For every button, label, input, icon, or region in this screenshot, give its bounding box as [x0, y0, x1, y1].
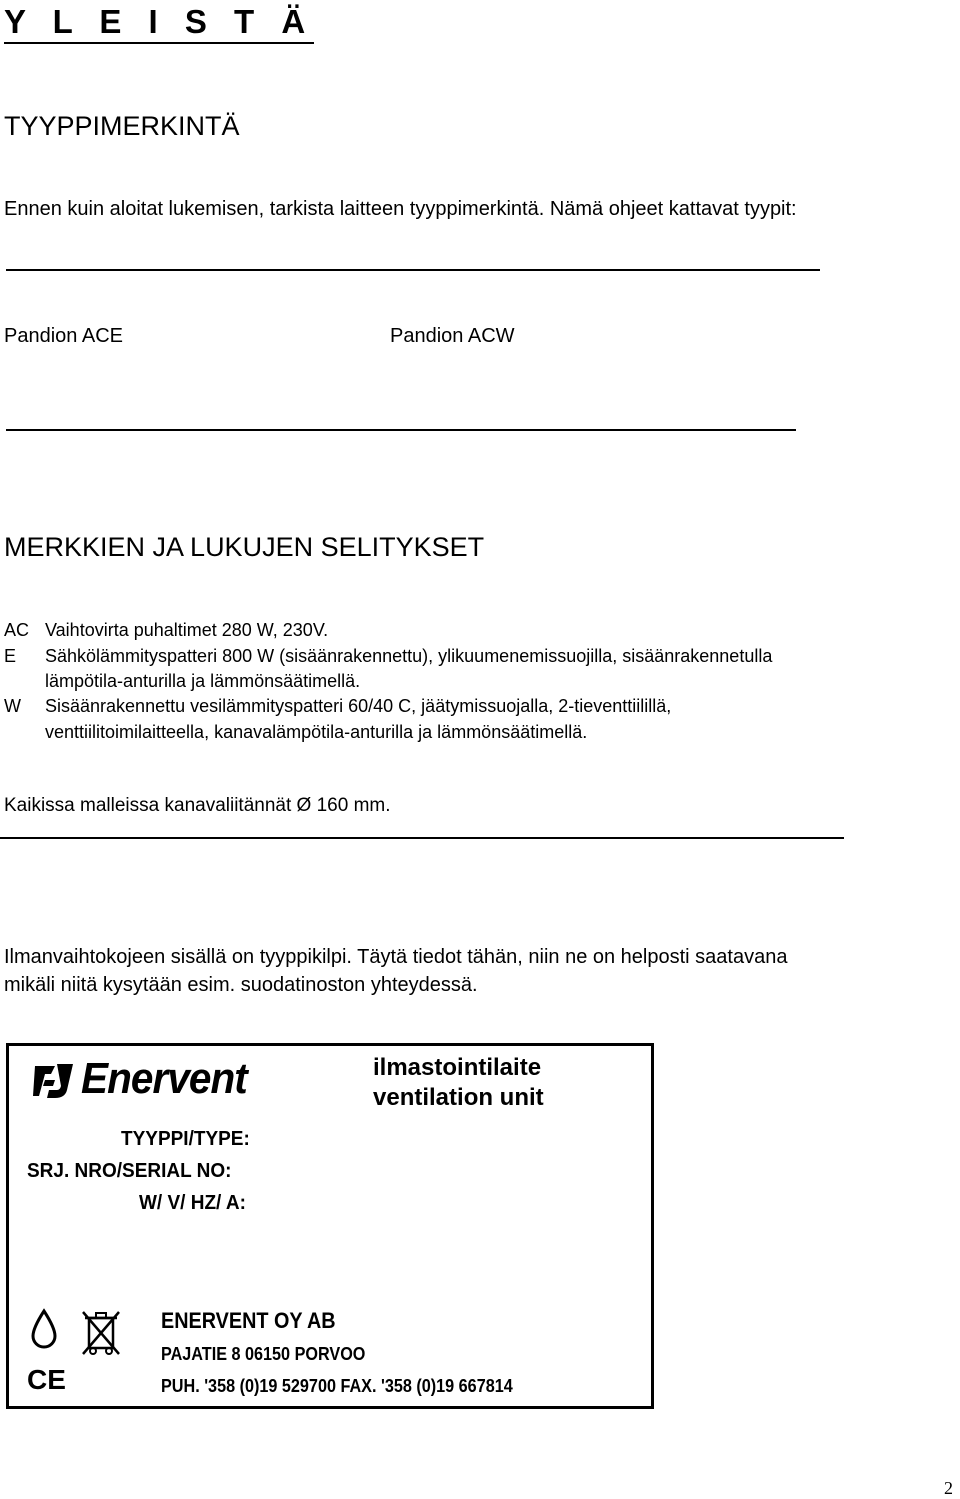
company-phone-fax: PUH. '358 (0)19 529700 FAX. '358 (0)19 667814 [161, 1376, 513, 1396]
definition-code-ac: AC [4, 620, 30, 640]
definition-text-w-line2: venttiilitoimilaitteella, kanavalämpötila-anturilla ja lämmönsäätimellä. [45, 722, 588, 742]
page-title: Y L E I S T Ä [4, 2, 314, 44]
divider-line [0, 837, 844, 839]
duct-note: Kaikissa malleissa kanavaliitännät Ø 160 mm. [4, 795, 391, 816]
definition-code-w: W [4, 696, 21, 716]
intro-text: Ennen kuin aloitat lukemisen, tarkista laitteen tyyppimerkintä. Nämä ohjeet kattavat tyypit: [4, 198, 797, 220]
definition-text-w-line1: Sisäänrakennettu vesilämmityspatteri 60/40 C, jäätymissuojalla, 2-tieventtiilillä, [45, 696, 672, 716]
definition-text-ac: Vaihtovirta puhaltimet 280 W, 230V. [45, 620, 329, 640]
section-heading-symbols: MERKKIEN JA LUKUJEN SELITYKSET [4, 532, 485, 562]
field-type: TYYPPI/TYPE: [121, 1128, 250, 1150]
brand-name: Enervent [81, 1054, 247, 1103]
type-acw: Pandion ACW [390, 325, 515, 347]
plate-heading-fi: ilmastointilaite [373, 1054, 542, 1081]
section-heading-type-marking: TYYPPIMERKINTÄ [4, 111, 240, 141]
page-number: 2 [944, 1478, 953, 1498]
type-plate [6, 1043, 654, 1409]
divider-line [6, 269, 820, 271]
definition-text-e-line2: lämpötila-anturilla ja lämmönsäätimellä. [45, 671, 361, 691]
divider-line [6, 429, 796, 431]
drop-icon [29, 1308, 59, 1350]
weee-bin-icon [79, 1308, 123, 1358]
field-power: W/ V/ HZ/ A: [139, 1192, 246, 1214]
enervent-logo-icon [33, 1060, 75, 1100]
type-ace: Pandion ACE [4, 325, 123, 347]
type-plate-note-line2: mikäli niitä kysytään esim. suodatinoston yhteydessä. [4, 974, 478, 996]
type-plate-note-line1: Ilmanvaihtokojeen sisällä on tyyppikilpi. Täytä tiedot tähän, niin ne on helposti saatavana [4, 946, 788, 968]
field-serial: SRJ. NRO/SERIAL NO: [27, 1160, 232, 1182]
plate-heading-en: ventilation unit [373, 1084, 544, 1111]
definition-code-e: E [4, 646, 17, 666]
company-name: ENERVENT OY AB [161, 1308, 336, 1333]
company-address: PAJATIE 8 06150 PORVOO [161, 1344, 366, 1364]
ce-mark: CE [27, 1364, 66, 1395]
definition-text-e-line1: Sähkölämmityspatteri 800 W (sisäänrakennettu), ylikuumenemissuojilla, sisäänrakennetulla [45, 646, 773, 666]
